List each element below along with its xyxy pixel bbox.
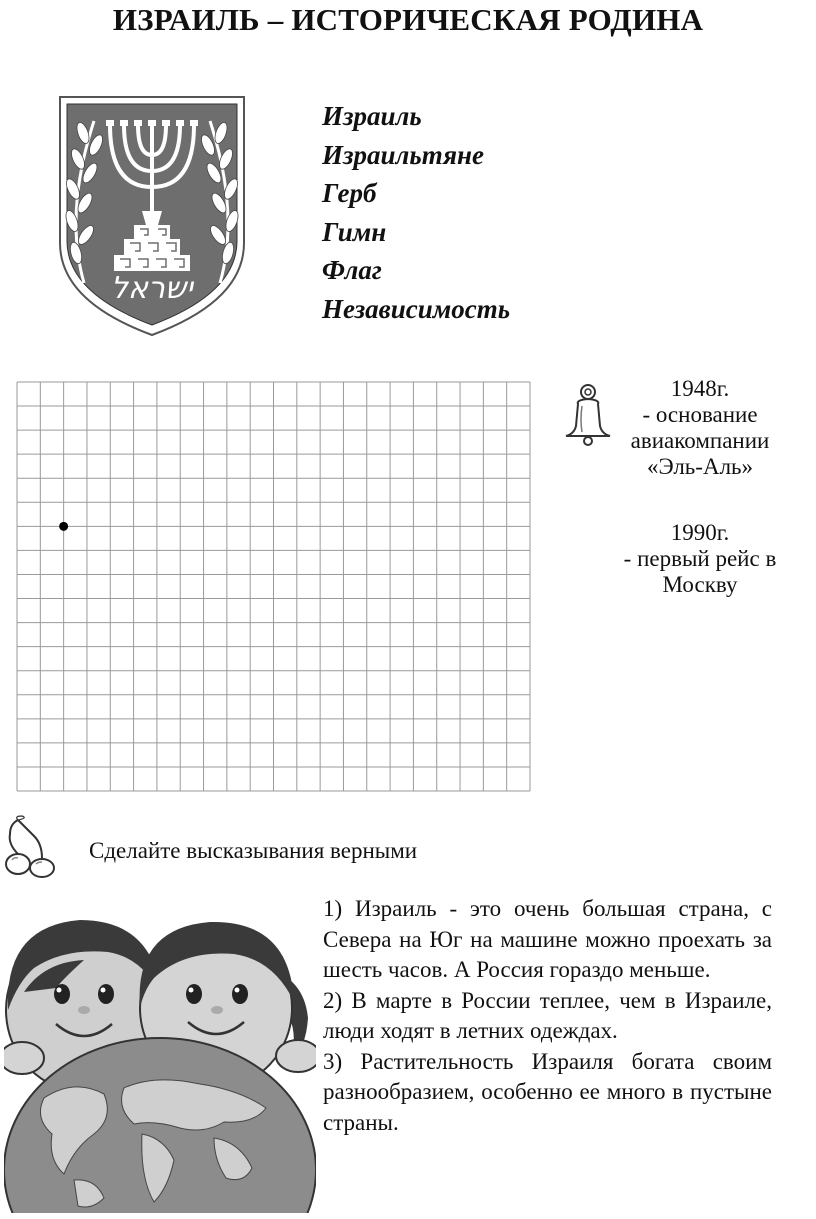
drawing-grid[interactable]: [16, 381, 531, 792]
page-title: ИЗРАИЛЬ – ИСТОРИЧЕСКАЯ РОДИНА: [112, 2, 704, 37]
fact-line: - первый рейс в: [623, 546, 777, 571]
fact-1990: [600, 520, 800, 598]
children-with-globe-illustration: [4, 898, 316, 1213]
statement-3: 3) Растительность Израиля богата своим разнообразием, особенно ее много в пустыне страны.: [323, 1048, 772, 1135]
emblem-inscription: ישראל: [110, 271, 194, 306]
keyword-coat-of-arms: Герб: [322, 178, 377, 208]
keyword-list: [322, 97, 510, 328]
statement-2: 2) В марте в России теплее, чем в Израиле, люди ходят в летних одеждах.: [323, 987, 772, 1043]
fact-year: 1990г.: [670, 520, 730, 545]
fact-line: - основание: [642, 402, 758, 427]
keyword-anthem: Гимн: [322, 216, 387, 247]
fact-1948: [600, 376, 800, 480]
fact-line: Москву: [662, 572, 738, 597]
keyword-israelis: Израильтяне: [322, 139, 484, 170]
grid-start-dot: [59, 522, 68, 531]
keyword-flag: Флаг: [322, 255, 382, 285]
fact-line: «Эль-Аль»: [646, 454, 754, 479]
cherry-icon: [4, 814, 56, 878]
task-instruction: Сделайте высказывания верными: [89, 838, 418, 863]
statements-list: [323, 894, 772, 1138]
keyword-israel: Израиль: [322, 101, 422, 131]
emblem-of-israel: [54, 93, 250, 337]
fact-year: 1948г.: [670, 376, 730, 401]
keyword-independence: Независимость: [322, 293, 511, 324]
fact-line: авиакомпании: [630, 428, 770, 453]
statement-1: 1) Израиль - это очень большая страна, с Севера на Юг на машине можно проехать за шесть часов. А Россия гораздо меньше.: [323, 896, 772, 982]
